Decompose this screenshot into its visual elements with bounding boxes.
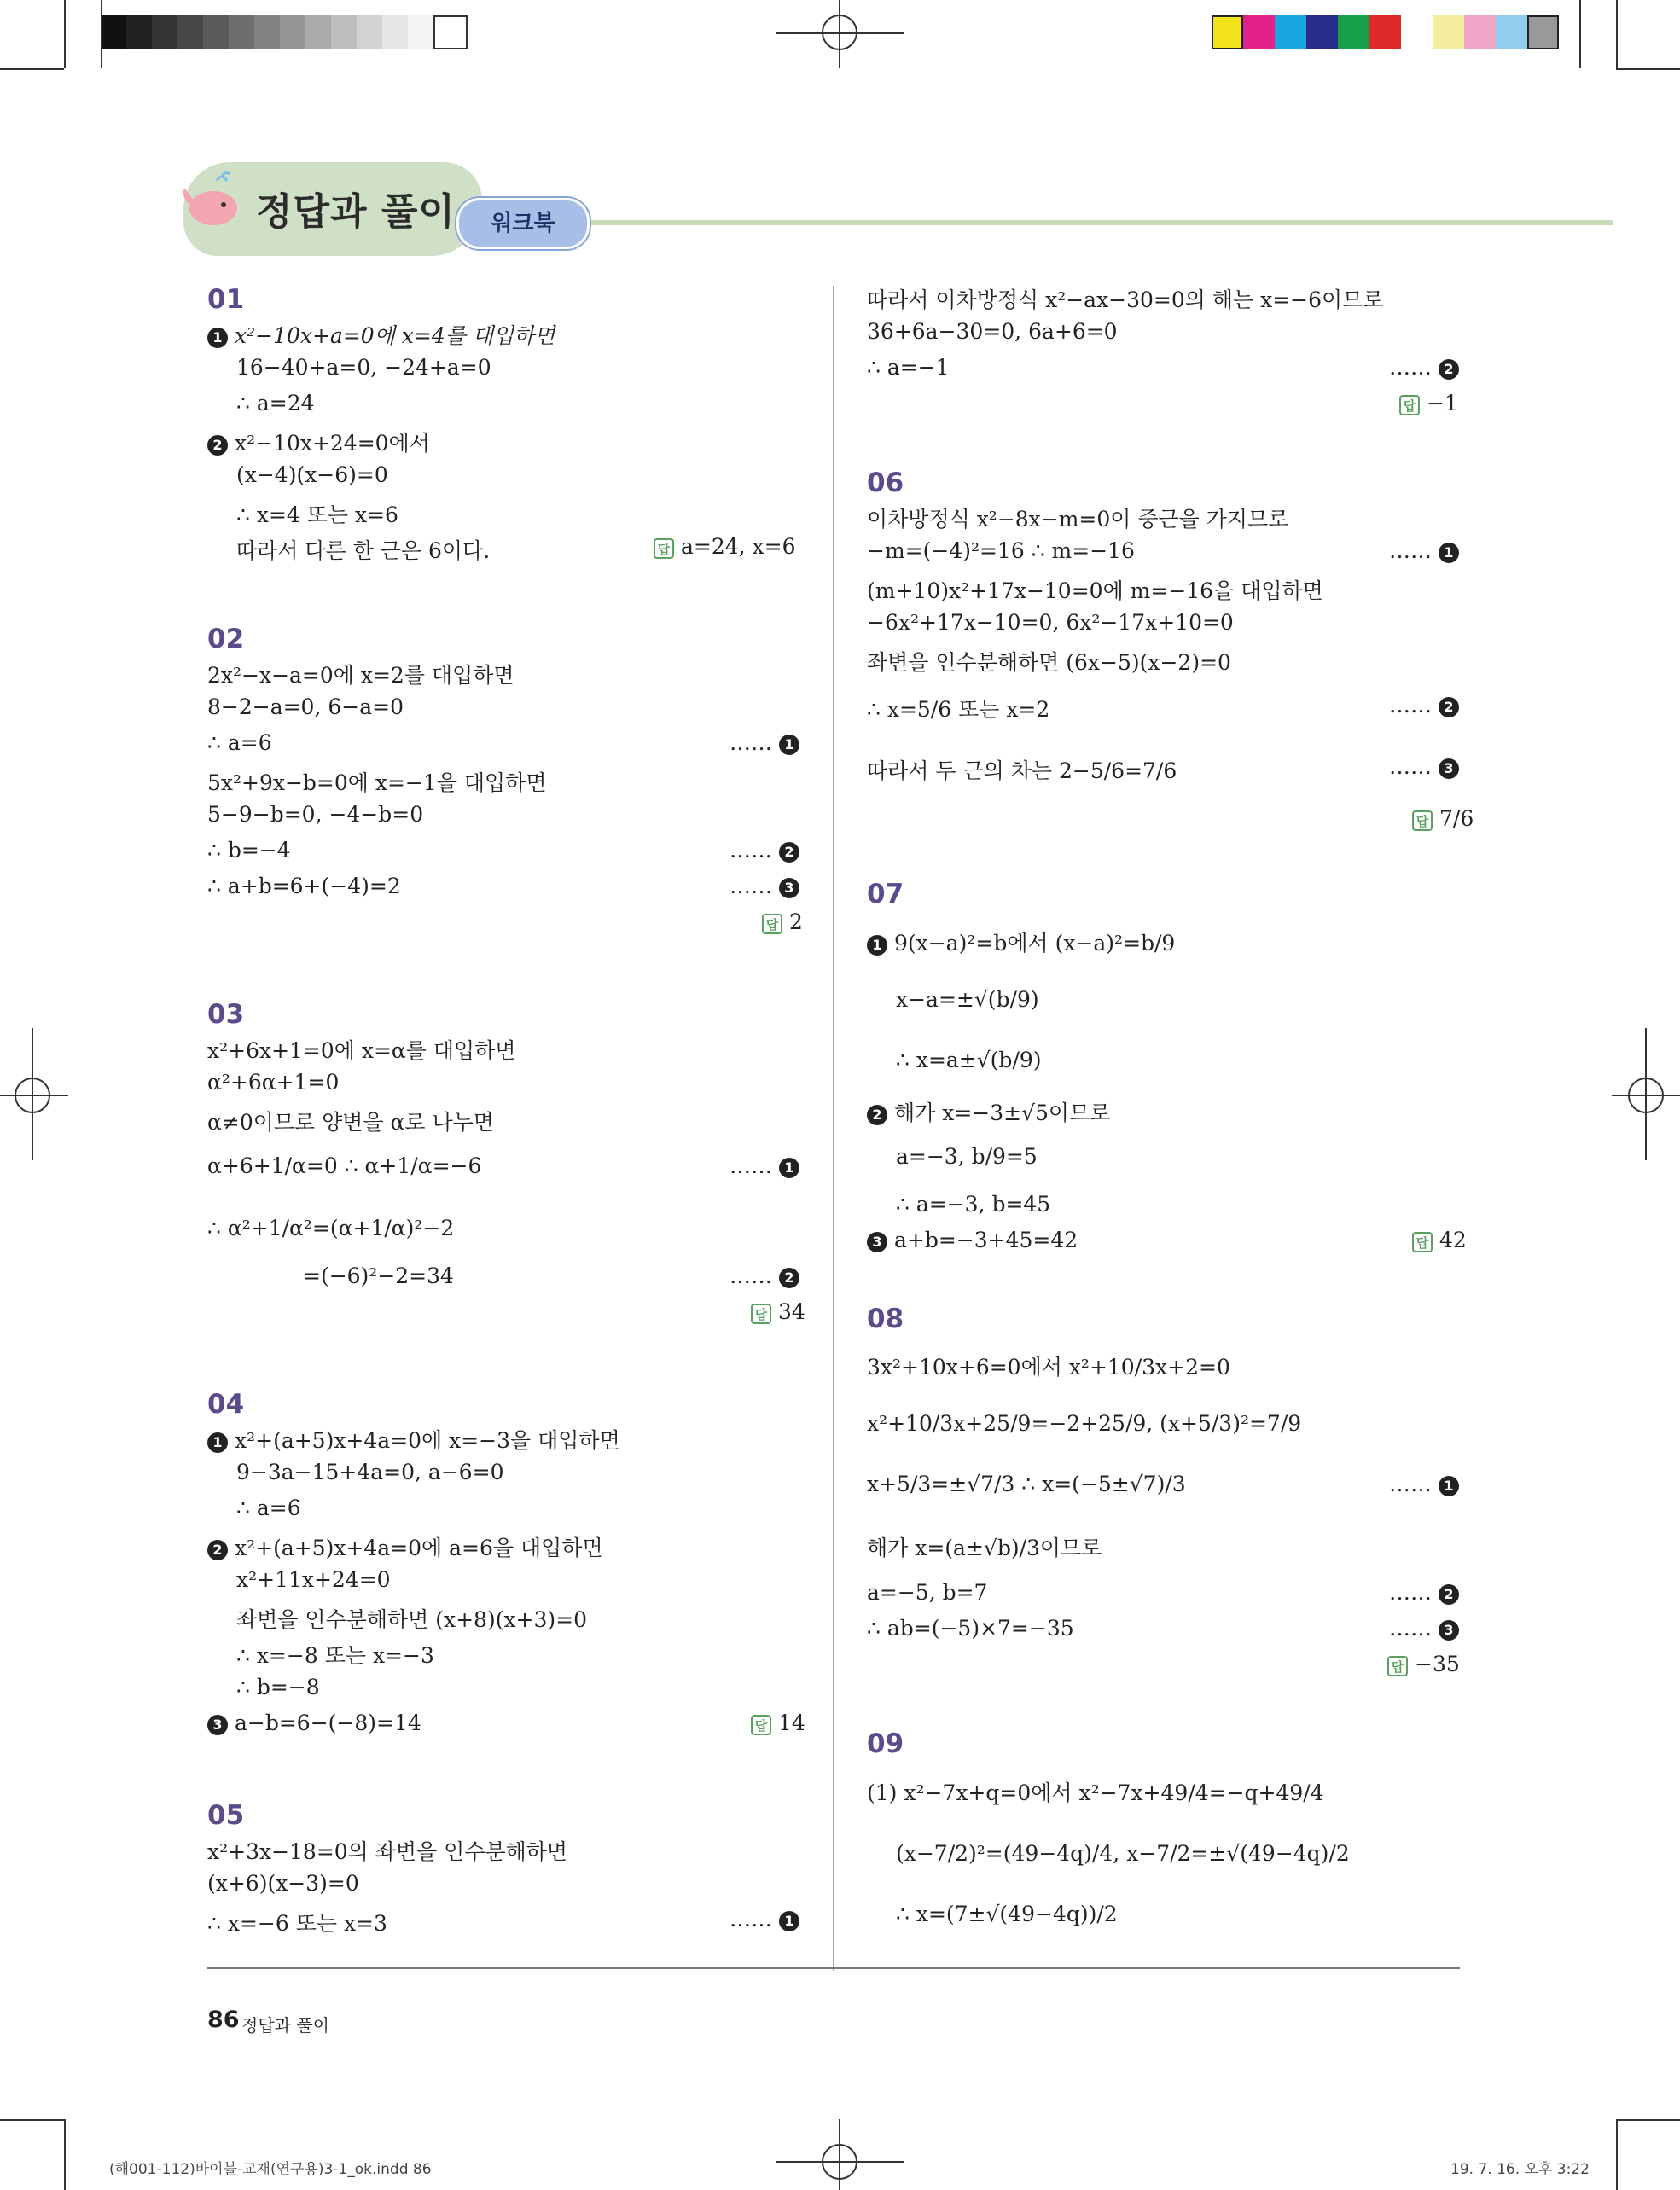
solution-line: ∴ a+b=6+(−4)=2 xyxy=(207,874,401,898)
step-ref: …… 1 xyxy=(730,1907,806,1931)
answer-icon: 답 xyxy=(751,1304,771,1324)
solution-line: ∴ x=5/6 또는 x=2 xyxy=(867,697,1050,722)
solution-line: (x+6)(x−3)=0 xyxy=(207,1871,359,1896)
solution-line: 3 a−b=6−(−8)=14 xyxy=(207,1711,421,1735)
answer-icon: 답 xyxy=(1412,810,1433,831)
problem-number: 01 xyxy=(207,284,245,315)
solution-line: (1) x²−7x+q=0에서 x²−7x+49/4=−q+49/4 xyxy=(867,1780,1324,1805)
solution-line: (x−4)(x−6)=0 xyxy=(236,462,388,487)
answer-icon: 답 xyxy=(1399,395,1420,415)
solution-line: −m=(−4)²=16 ∴ m=−16 xyxy=(867,538,1135,563)
solution-line: x²+3x−18=0의 좌변을 인수분해하면 xyxy=(207,1839,568,1864)
page-label: 정답과 풀이 xyxy=(241,2015,329,2036)
solution-line: ∴ α²+1/α²=(α+1/α)²−2 xyxy=(207,1216,455,1240)
step-ref: …… 2 xyxy=(1389,1580,1466,1605)
solution-line: x²+10/3x+25/9=−2+25/9, (x+5/3)²=7/9 xyxy=(867,1411,1302,1436)
footer-rule xyxy=(207,1967,1460,1969)
solution-line: 2 x²+(a+5)x+4a=0에 a=6을 대입하면 xyxy=(207,1531,603,1562)
step-marker-1: 1 xyxy=(207,328,228,348)
answer-icon: 답 xyxy=(654,538,674,559)
answer: 답 34 xyxy=(751,1299,805,1324)
solution-line: ∴ a=6 xyxy=(207,730,272,755)
answer: 답 −35 xyxy=(1387,1652,1460,1676)
solution-line: 2 x²−10x+24=0에서 xyxy=(207,427,430,457)
step-ref: …… 2 xyxy=(730,838,806,863)
solution-line: 이차방정식 x²−8x−m=0이 중근을 가지므로 xyxy=(867,507,1289,532)
answer: 답 7/6 xyxy=(1412,806,1474,831)
problem-number: 07 xyxy=(867,879,904,909)
problem-number: 05 xyxy=(207,1800,245,1831)
step-ref: …… 1 xyxy=(730,1153,806,1178)
step-ref: …… 1 xyxy=(1389,1472,1466,1496)
step-ref: …… 1 xyxy=(1389,538,1466,563)
solution-line: 해가 x=(a±√b)/3이므로 xyxy=(867,1536,1102,1560)
solution-line: x²+11x+24=0 xyxy=(236,1567,391,1592)
solution-line: a=−5, b=7 xyxy=(867,1580,988,1605)
answer-icon: 답 xyxy=(751,1715,771,1735)
solution-line: =(−6)²−2=34 xyxy=(303,1263,454,1288)
solution-line: ∴ a=24 xyxy=(236,391,315,415)
solution-line: ∴ a=6 xyxy=(236,1496,301,1520)
whale-mascot-icon xyxy=(179,171,247,230)
step-ref: …… 2 xyxy=(1389,355,1466,380)
solution-line: ∴ x=−6 또는 x=3 xyxy=(207,1911,387,1936)
solution-line: α²+6α+1=0 xyxy=(207,1070,340,1095)
solution-line: α+6+1/α=0 ∴ α+1/α=−6 xyxy=(207,1153,482,1178)
solution-line: ∴ x=4 또는 x=6 xyxy=(236,502,398,527)
solution-line: ∴ a=−3, b=45 xyxy=(896,1192,1051,1217)
solution-line: x−a=±√(b/9) xyxy=(896,987,1039,1012)
solution-line: (m+10)x²+17x−10=0에 m=−16을 대입하면 xyxy=(867,578,1323,603)
solution-line: 좌변을 인수분해하면 (6x−5)(x−2)=0 xyxy=(867,650,1231,675)
workbook-tag: 워크북 xyxy=(456,198,590,249)
solution-line: 2 해가 x=−3±√5이므로 xyxy=(867,1096,1110,1127)
solution-line: 좌변을 인수분해하면 (x+8)(x+3)=0 xyxy=(236,1607,588,1632)
page-number: 86 xyxy=(207,2007,240,2033)
print-timestamp: 19. 7. 16. 오후 3:22 xyxy=(1450,2161,1590,2178)
solution-line: 8−2−a=0, 6−a=0 xyxy=(207,694,404,719)
solution-line: 5x²+9x−b=0에 x=−1을 대입하면 xyxy=(207,770,547,795)
answer: 답 2 xyxy=(762,909,803,934)
solution-line: 따라서 다른 한 근은 6이다. xyxy=(236,538,491,563)
step-ref: …… 2 xyxy=(730,1263,806,1288)
problem-number: 03 xyxy=(207,999,245,1030)
solution-line: a=−3, b/9=5 xyxy=(896,1144,1038,1169)
solution-line: x+5/3=±√7/3 ∴ x=(−5±√7)/3 xyxy=(867,1472,1186,1496)
solution-line: ∴ a=−1 xyxy=(867,355,950,380)
solution-line: 따라서 이차방정식 x²−ax−30=0의 해는 x=−6이므로 xyxy=(867,288,1384,312)
solution-line: ∴ x=−8 또는 x=−3 xyxy=(236,1643,434,1668)
solution-line: 1 9(x−a)²=b에서 (x−a)²=b/9 xyxy=(867,927,1175,957)
solution-line: 5−9−b=0, −4−b=0 xyxy=(207,802,424,827)
solution-line: 16−40+a=0, −24+a=0 xyxy=(236,355,491,380)
problem-number: 09 xyxy=(867,1728,904,1759)
page-section-title: 정답과 풀이 xyxy=(256,190,456,234)
column-divider xyxy=(833,286,834,1971)
solution-line: 1 x²−10x+a=0에 x=4를 대입하면 xyxy=(207,319,555,350)
solution-line: 3x²+10x+6=0에서 x²+10/3x+2=0 xyxy=(867,1355,1230,1380)
step-ref: …… 3 xyxy=(1389,1616,1466,1641)
answer: 답 a=24, x=6 xyxy=(654,534,796,559)
step-ref: …… 3 xyxy=(730,874,806,898)
step-ref: …… 1 xyxy=(730,730,806,755)
answer: 답 14 xyxy=(751,1711,805,1735)
header-rule xyxy=(580,220,1613,225)
solution-line: ∴ ab=(−5)×7=−35 xyxy=(867,1616,1074,1641)
solution-line: −6x²+17x−10=0, 6x²−17x+10=0 xyxy=(867,610,1234,635)
solution-line: ∴ x=(7±√(49−4q))/2 xyxy=(896,1902,1118,1926)
answer-icon: 답 xyxy=(762,914,782,934)
problem-number: 08 xyxy=(867,1304,904,1334)
step-ref: …… 3 xyxy=(1389,754,1466,779)
file-slug: (해001-112)바이블-교재(연구용)3-1_ok.indd 86 xyxy=(109,2161,432,2178)
answer: 답 42 xyxy=(1412,1228,1467,1252)
solution-line: 36+6a−30=0, 6a+6=0 xyxy=(867,319,1118,344)
solution-line: 따라서 두 근의 차는 2−5/6=7/6 xyxy=(867,758,1177,783)
solution-line: 2x²−x−a=0에 x=2를 대입하면 xyxy=(207,663,514,688)
solution-line: 1 x²+(a+5)x+4a=0에 x=−3을 대입하면 xyxy=(207,1424,620,1455)
solution-line: 3 a+b=−3+45=42 xyxy=(867,1228,1078,1252)
answer-icon: 답 xyxy=(1387,1656,1408,1676)
problem-number: 02 xyxy=(207,624,245,654)
step-marker-2: 2 xyxy=(207,435,228,456)
problem-number: 06 xyxy=(867,468,904,498)
solution-line: x²+6x+1=0에 x=α를 대입하면 xyxy=(207,1038,516,1063)
solution-line: 9−3a−15+4a=0, a−6=0 xyxy=(236,1460,504,1484)
answer-icon: 답 xyxy=(1412,1232,1433,1252)
solution-line: (x−7/2)²=(49−4q)/4, x−7/2=±√(49−4q)/2 xyxy=(896,1841,1350,1866)
solution-line: ∴ b=−8 xyxy=(236,1675,320,1699)
step-ref: …… 2 xyxy=(1389,693,1466,717)
solution-line: ∴ x=a±√(b/9) xyxy=(896,1048,1042,1072)
problem-number: 04 xyxy=(207,1389,245,1420)
solution-line: α≠0이므로 양변을 α로 나누면 xyxy=(207,1110,494,1135)
solution-line: ∴ b=−4 xyxy=(207,838,291,863)
answer: 답 −1 xyxy=(1399,391,1458,415)
